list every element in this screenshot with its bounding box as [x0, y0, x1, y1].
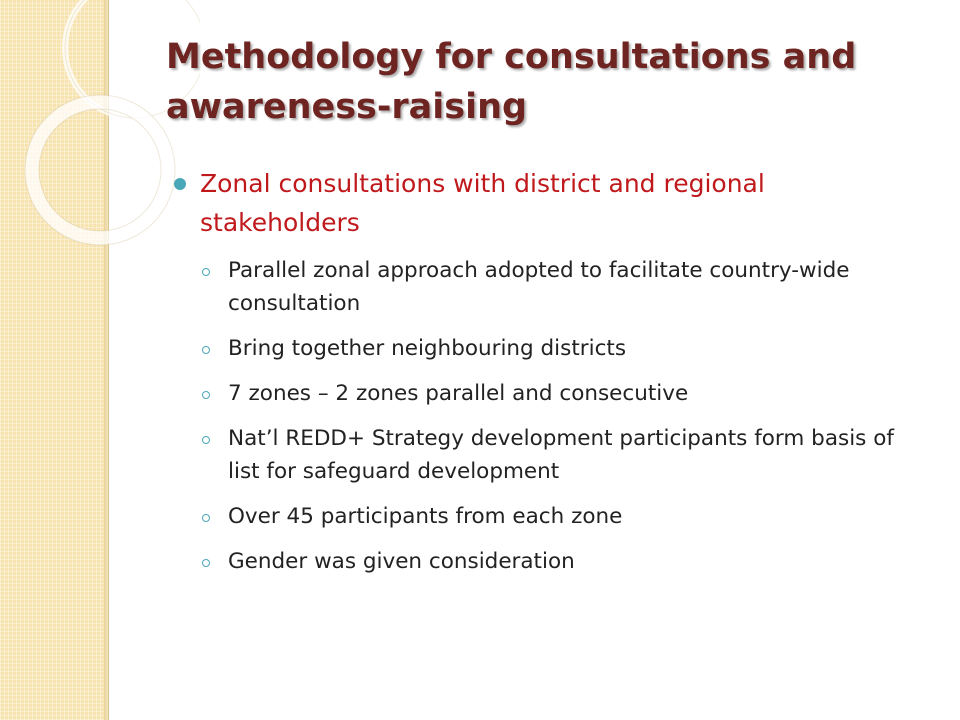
ring-bullet-icon	[202, 436, 210, 444]
sub-bullet	[172, 422, 932, 488]
ring-bullet-icon	[202, 268, 210, 276]
ring-bullet-icon	[202, 559, 210, 567]
ring-bullet-icon	[202, 514, 210, 522]
sub-bullet-text: Parallel zonal approach adopted to facilitate country-wide consultation	[228, 258, 850, 316]
sub-bullet	[172, 377, 932, 410]
decorative-circle-medium	[32, 102, 168, 238]
decorative-circle-medium-inner	[39, 109, 161, 231]
bullet-level1	[172, 164, 932, 242]
sub-bullet-text: 7 zones – 2 zones parallel and consecutive	[228, 381, 689, 406]
sub-bullet-list	[172, 254, 932, 578]
sub-bullet	[172, 500, 932, 533]
sub-bullet-text: Gender was given consideration	[228, 549, 575, 574]
sub-bullet-text: Over 45 participants from each zone	[228, 504, 623, 529]
bullet-level1-text: Zonal consultations with district and regional stakeholders	[200, 169, 765, 237]
ring-bullet-icon	[202, 391, 210, 399]
sub-bullet	[172, 254, 932, 320]
sub-bullet	[172, 545, 932, 578]
slide-content	[172, 164, 932, 590]
sub-bullet-text: Nat’l REDD+ Strategy development participants form basis of list for safeguard development	[228, 426, 894, 484]
slide-title: Methodology for consultations and awareness-raising	[166, 37, 857, 127]
round-bullet-icon	[174, 178, 186, 190]
sub-bullet-text: Bring together neighbouring districts	[228, 336, 627, 361]
sub-bullet	[172, 332, 932, 365]
ring-bullet-icon	[202, 346, 210, 354]
